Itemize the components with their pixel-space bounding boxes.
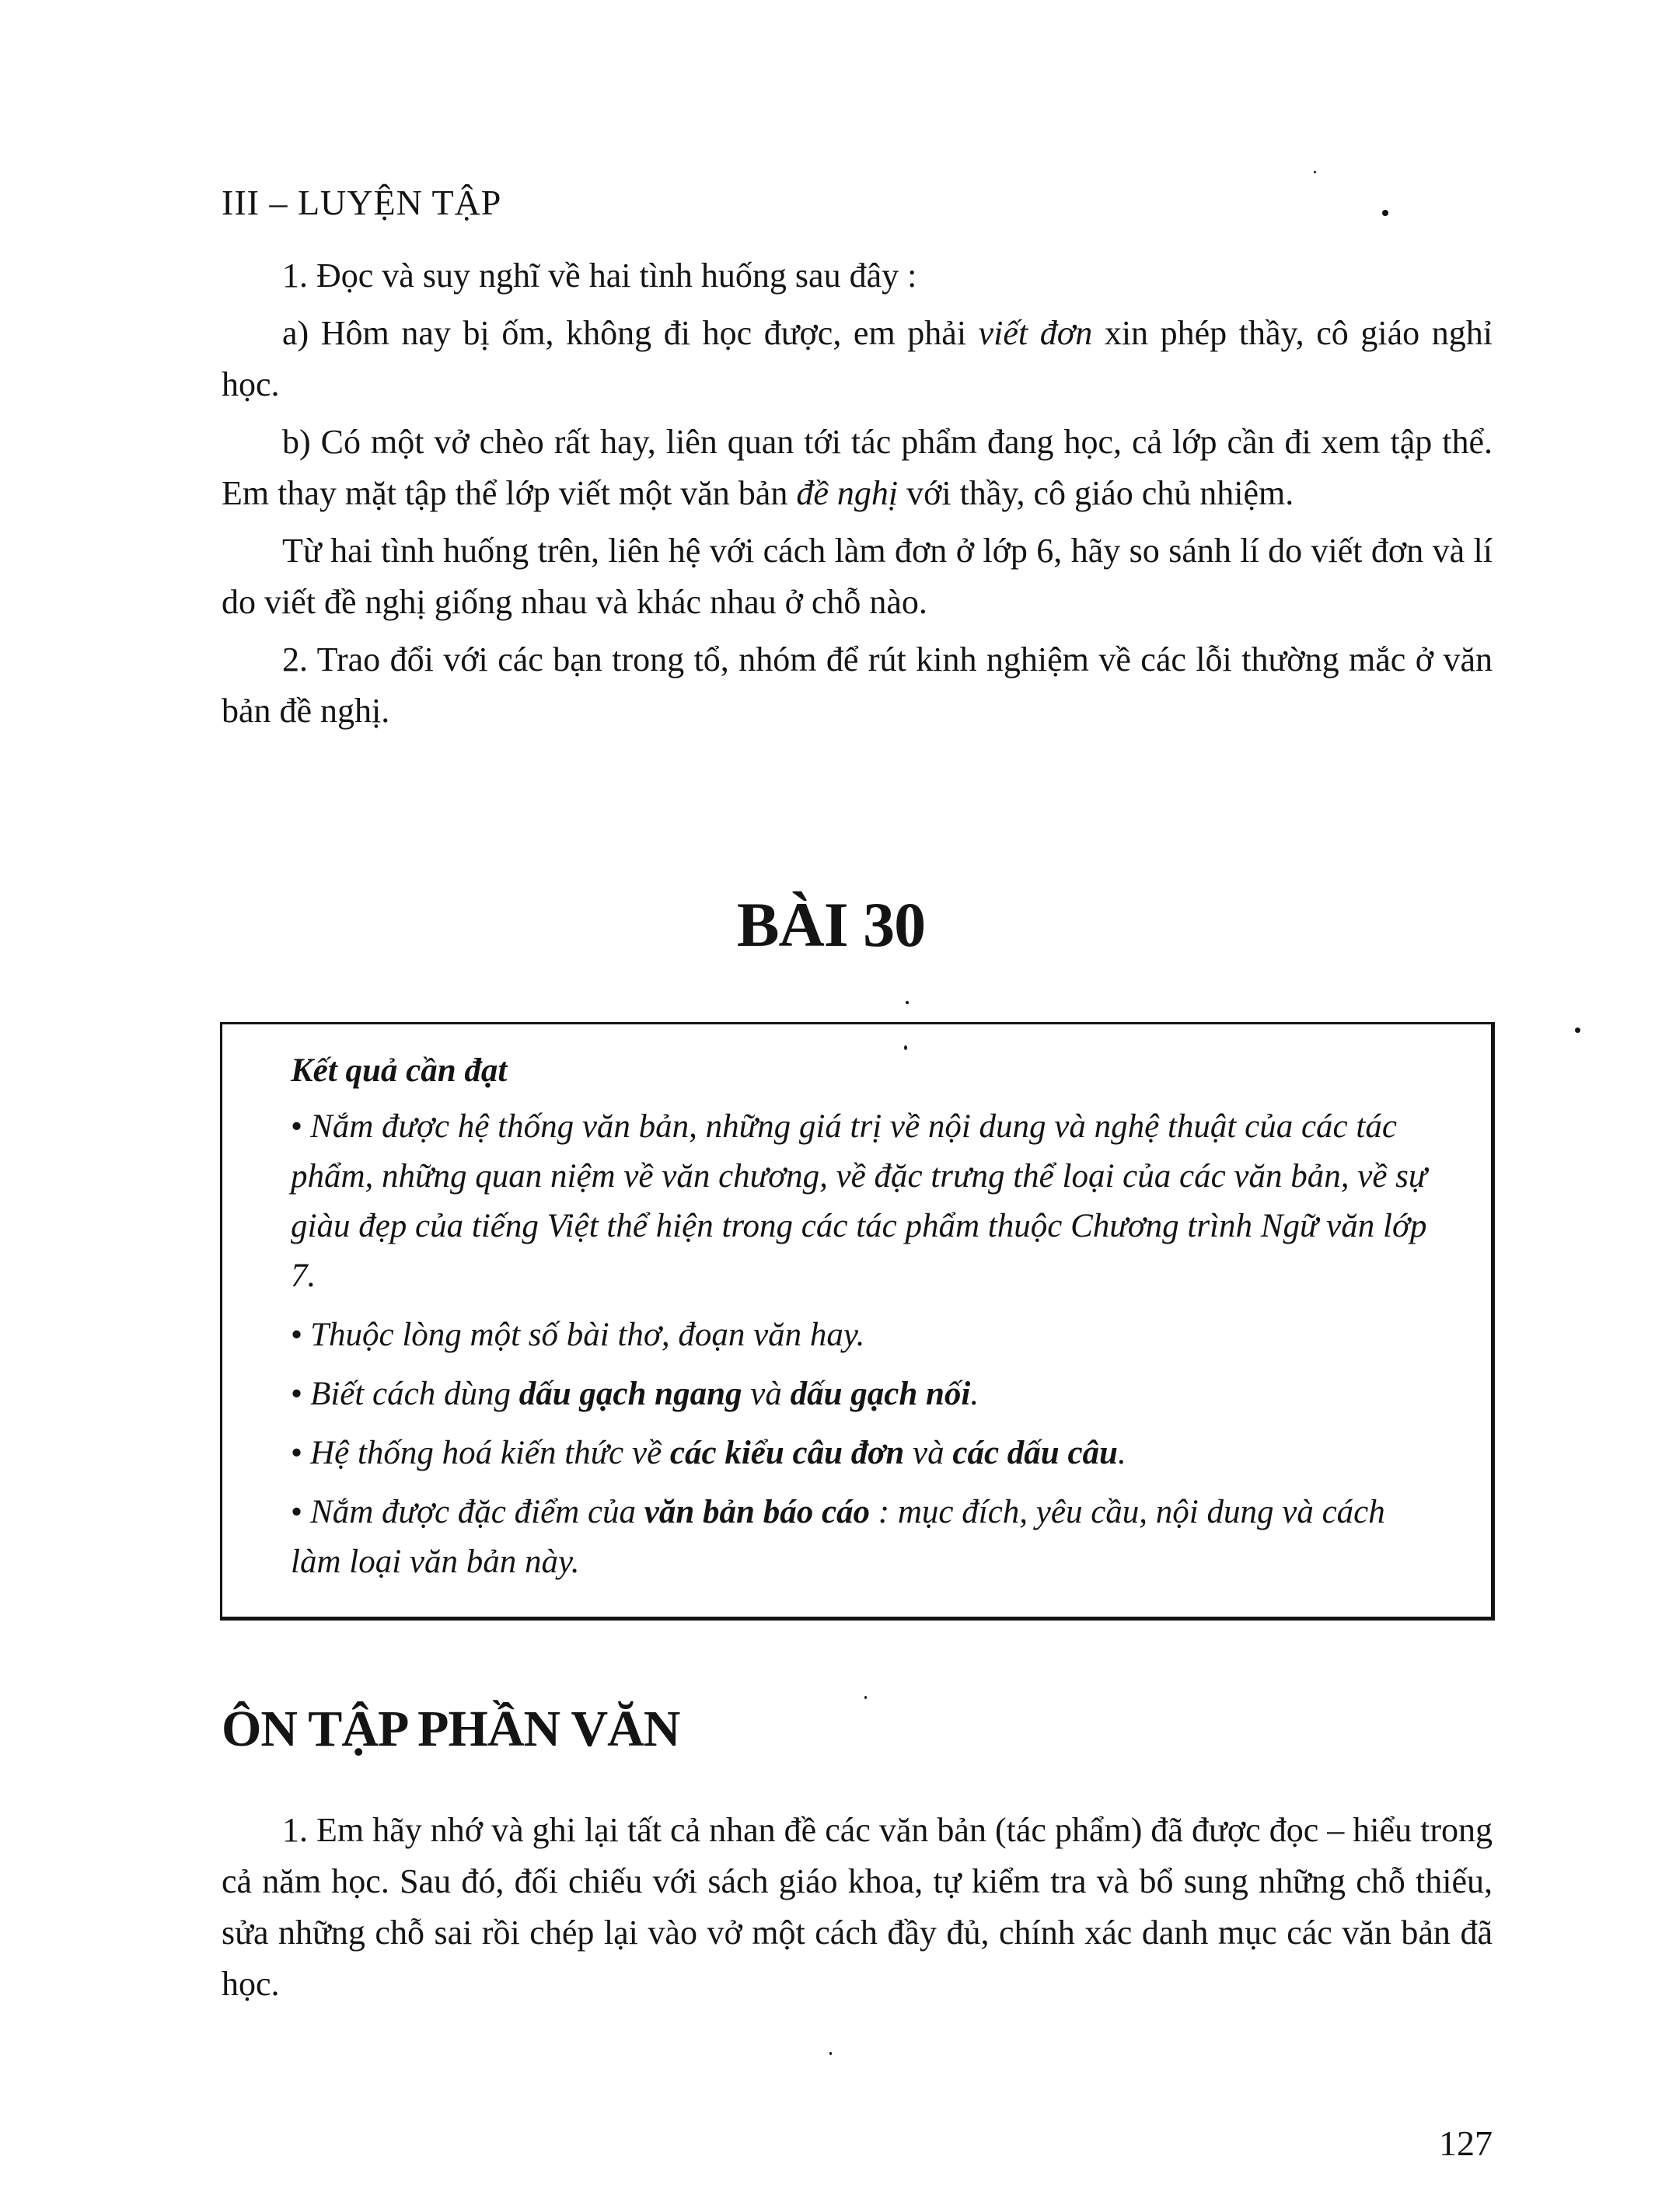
scan-speck [904,1045,907,1050]
page-number: 127 [1439,2123,1493,2163]
review-heading: ÔN TẬP PHẦN VĂN [222,1701,680,1757]
goal-item-5: • Nắm được đặc điểm của văn bản báo cáo : mục đích, yêu cầu, nội dung và cách làm loại văn bản này. [291,1494,1385,1580]
scan-speck [1575,1027,1580,1033]
bullet-icon: • [291,1435,303,1471]
comparison-question: Từ hai tình huống trên, liên hệ với cách làm đơn ở lớp 6, hãy so sánh lí do viết đơn và lí do viết đề nghị giống nhau và khác nhau ở chỗ nào. [222,532,1493,621]
goal-item-2: • Thuộc lòng một số bài thơ, đoạn văn hay. [291,1317,865,1353]
scan-speck [1382,210,1388,216]
exercise-1-intro: 1. Đọc và suy nghĩ về hai tình huống sau đây : [282,256,917,295]
learning-goals-box [220,1022,1495,1621]
bullet-icon: • [291,1494,303,1530]
review-block [222,1805,1493,2010]
scan-speck [1314,171,1316,173]
goal-item-4: • Hệ thống hoá kiến thức về các kiểu câu đơn và các dấu câu. [291,1435,1126,1471]
goals-title: Kết quả cần đạt [291,1052,508,1089]
bullet-icon: • [291,1376,303,1412]
scan-speck [864,1696,867,1699]
section-heading: III – LUYỆN TẬP [222,183,502,222]
goal-item-1: • Nắm được hệ thống văn bản, những giá trị về nội dung và nghệ thuật của các tác phẩm, những quan niệm về văn chương, về đặc trưng thể loại của các văn bản, về sự giàu đẹp của tiếng Việt thể hiện trong các tác phẩm thuộc Chương trình Ngữ văn lớp 7. [291,1108,1427,1294]
scan-speck [829,2052,832,2055]
scan-speck [906,1001,909,1004]
situation-b: b) Có một vở chèo rất hay, liên quan tới tác phẩm đang học, cả lớp cần đi xem tập thể. Em thay mặt tập thể lớp viết một văn bản đề nghị với thầy, cô giáo chủ nhiệm. [222,423,1493,512]
situation-a: a) Hôm nay bị ốm, không đi học được, em phải viết đơn xin phép thầy, cô giáo nghỉ học. [222,314,1493,403]
exercise-2: 2. Trao đổi với các bạn trong tổ, nhóm để rút kinh nghiệm về các lỗi thường mắc ở văn bản đề nghị. [222,640,1493,730]
lesson-title: BÀI 30 [736,889,926,960]
bullet-icon: • [291,1108,303,1145]
goal-item-3: • Biết cách dùng dấu gạch ngang và dấu gạch nối. [291,1376,979,1412]
bullet-icon: • [291,1317,303,1353]
review-item-1: 1. Em hãy nhớ và ghi lại tất cả nhan đề các văn bản (tác phẩm) đã được đọc – hiểu trong cả năm học. Sau đó, đối chiếu với sách giáo khoa, tự kiểm tra và bổ sung những chỗ thiếu, sửa những chỗ sai rồi chép lại vào vở một cách đầy đủ, chính xác danh mục các văn bản đã học. [222,1811,1493,2003]
exercise-block [222,250,1493,737]
